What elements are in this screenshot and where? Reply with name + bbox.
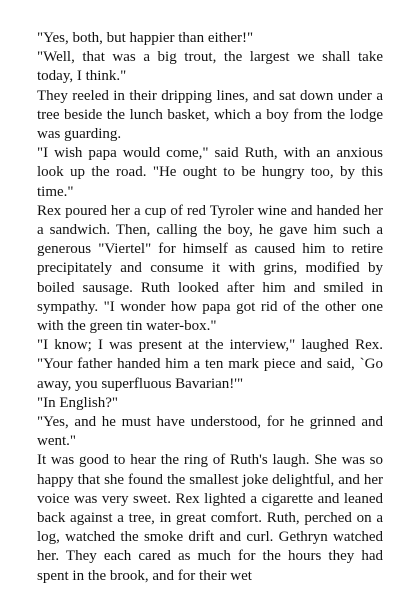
- paragraph-3: They reeled in their dripping lines, and sat down under a tree beside the lunch basket, which a boy from the lodge was guarding.: [37, 87, 383, 143]
- paragraph-9: It was good to hear the ring of Ruth's laugh. She was so happy that she found the smallest joke delightful, and her voice was very sweet. Rex lighted a cigarette and leaned back against a tree, in great comfort. Ruth, perched on a log, watched the smoke drift and curl. Gethryn watched her. They each cared as much for the hours they had spent in the brook, and for their wet: [37, 452, 383, 584]
- paragraph-7: "In English?": [37, 394, 118, 411]
- paragraph-4: "I wish papa would come," said Ruth, with an anxious look up the road. "He ought to be hungry too, by this time.": [37, 145, 383, 200]
- paragraph-5: Rex poured her a cup of red Tyroler wine and handed her a sandwich. Then, calling the boy, he gave him such a generous "Viertel" for himself as caused him to retire precipitately and consume it with grins, modified by boiled sausage. Ruth looked after him and smiled in sympathy. "I wonder how papa got rid of the other one with the green tin water-box.": [37, 202, 383, 335]
- page-text: [37, 29, 383, 586]
- paragraph-6: "I know; I was present at the interview," laughed Rex. "Your father handed him a ten mark piece and said, `Go away, you superfluous Bavarian!'": [37, 337, 383, 392]
- paragraph-1: "Yes, both, but happier than either!": [37, 30, 254, 46]
- paragraph-2: "Well, that was a big trout, the largest we shall take today, I think.": [37, 49, 383, 85]
- paragraph-8: "Yes, and he must have understood, for he grinned and went.": [37, 414, 383, 450]
